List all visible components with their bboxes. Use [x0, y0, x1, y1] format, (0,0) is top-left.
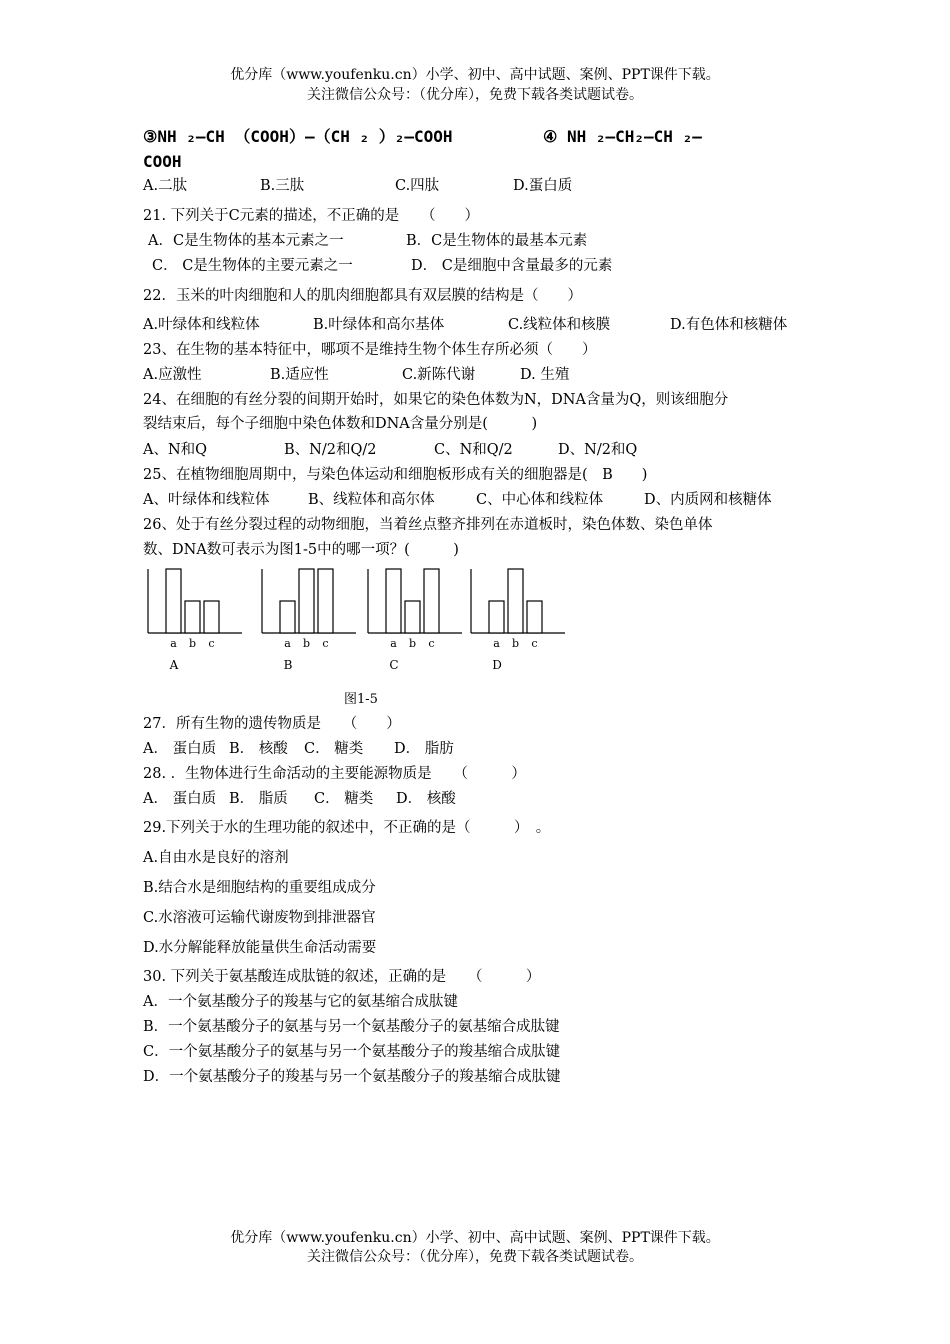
q22-option-b: B.叶绿体和高尔基体	[313, 317, 445, 333]
q29-option-d: D.水分解能释放能量供生命活动需要	[143, 940, 377, 956]
panel-d-tick-a: a	[493, 637, 500, 650]
q24-option-b: B、N/2和Q/2	[284, 442, 377, 458]
q22-option-c: C.线粒体和核膜	[508, 317, 611, 333]
q22-option-d: D.有色体和核糖体	[670, 317, 788, 333]
q25-option-a: A、叶绿体和线粒体	[143, 492, 270, 508]
q23-option-b: B.适应性	[270, 367, 329, 383]
panel-a-bar-c	[204, 601, 219, 633]
panel-a-label: A	[169, 658, 179, 672]
q23-option-c: C.新陈代谢	[402, 367, 476, 383]
q24-stem-2: 裂结束后，每个子细胞中染色体数和DNA含量分别是( )	[143, 416, 538, 432]
q28-stem: 28. ．生物体进行生命活动的主要能源物质是 （ ）	[143, 766, 526, 782]
q20-option-b: B.三肽	[260, 178, 305, 194]
q30-stem: 30. 下列关于氨基酸连成肽链的叙述，正确的是 （ ）	[143, 969, 541, 985]
q23-option-d: D. 生殖	[520, 367, 570, 383]
panel-a-bar-b	[185, 601, 200, 633]
q24-option-d: D、N/2和Q	[558, 442, 638, 458]
q27-option-c: C． 糖类	[304, 741, 364, 757]
panel-d-bar-b	[508, 569, 523, 633]
panel-d-tick-c: c	[531, 637, 538, 650]
q21-option-c: C． C是生物体的主要元素之一	[152, 258, 353, 274]
q29-stem: 29.下列关于水的生理功能的叙述中，不正确的是（ ） 。	[143, 820, 551, 836]
q30-option-a: A．一个氨基酸分子的羧基与它的氨基缩合成肽键	[143, 994, 458, 1010]
q29-option-c: C.水溶液可运输代谢废物到排泄器官	[143, 910, 376, 926]
panel-c-label: C	[389, 658, 399, 672]
q20-option-a: A.二肽	[143, 178, 188, 194]
q25-stem: 25、在植物细胞周期中，与染色体运动和细胞板形成有关的细胞器是( B )	[143, 467, 648, 483]
q25-option-c: C、中心体和线粒体	[476, 492, 604, 508]
panel-b-bar-a	[280, 601, 295, 633]
q25-option-d: D、内质网和核糖体	[644, 492, 772, 508]
panel-c-tick-b: b	[408, 637, 417, 650]
q26-stem-2: 数、DNA数可表示为图1-5中的哪一项？( )	[143, 542, 459, 558]
q20-formula-4-cont: COOH	[143, 152, 182, 171]
q24-option-c: C、N和Q/2	[434, 442, 513, 458]
q26-stem-1: 26、处于有丝分裂过程的动物细胞，当着丝点整齐排列在赤道板时，染色体数、染色单体	[143, 517, 713, 533]
q23-stem: 23、在生物的基本特征中，哪项不是维持生物个体生存所必须（ ）	[143, 342, 597, 358]
q27-options	[143, 739, 454, 759]
q28-option-b: B． 脂质	[229, 791, 288, 807]
panel-a-tick-b: b	[188, 637, 197, 650]
q27-option-d: D． 脂肪	[394, 741, 454, 757]
q24-stem-1: 24、在细胞的有丝分裂的间期开始时，如果它的染色体数为N，DNA含量为Q，则该细胞分	[143, 392, 729, 408]
panel-d-bar-c	[527, 601, 542, 633]
footer-line-1: 优分库（www.youfenku.cn）小学、初中、高中试题、案例、PPT课件下载。	[230, 1230, 720, 1246]
panel-b-bar-c	[318, 569, 333, 633]
q21-option-b: B．C是生物体的最基本元素	[406, 233, 588, 249]
q27-option-b: B． 核酸	[229, 741, 288, 757]
panel-a-tick-c: c	[208, 637, 215, 650]
q22-option-a: A.叶绿体和线粒体	[143, 317, 260, 333]
panel-c-tick-a: a	[390, 637, 397, 650]
panel-a-tick-a: a	[170, 637, 177, 650]
figure-caption: 图1-5	[344, 692, 378, 707]
footer-line-2: 关注微信公众号：（优分库），免费下载各类试题试卷。	[307, 1249, 643, 1265]
panel-b-tick-c: c	[322, 637, 329, 650]
panel-d-bar-a	[489, 601, 504, 633]
panel-d-label: D	[492, 658, 502, 672]
q20-formula-4: ④ NH ₂—CH₂—CH ₂—	[543, 127, 702, 146]
q28-option-d: D． 核酸	[396, 791, 456, 807]
panel-d-tick-b: b	[511, 637, 520, 650]
q20-formula-3: ③NH ₂—CH （COOH）—（CH ₂ ）₂—COOH	[143, 127, 453, 146]
q20-option-c: C.四肽	[395, 178, 440, 194]
q27-option-a: A． 蛋白质	[143, 741, 217, 757]
header-line-2: 关注微信公众号：（优分库），免费下载各类试题试卷。	[307, 87, 643, 103]
panel-b-label: B	[283, 658, 293, 672]
q29-option-a: A.自由水是良好的溶剂	[143, 850, 289, 866]
q30-option-c: C．一个氨基酸分子的氨基与另一个氨基酸分子的羧基缩合成肽键	[143, 1044, 561, 1060]
panel-c-bar-b	[405, 601, 420, 633]
panel-b-tick-b: b	[302, 637, 311, 650]
panel-c-tick-c: c	[428, 637, 435, 650]
q29-option-b: B.结合水是细胞结构的重要组成成分	[143, 880, 376, 896]
q21-option-d: D． C是细胞中含量最多的元素	[411, 258, 613, 274]
q30-option-d: D．一个氨基酸分子的羧基与另一个氨基酸分子的羧基缩合成肽键	[143, 1069, 561, 1085]
q28-options	[143, 789, 456, 809]
panel-a-bar-a	[166, 569, 181, 633]
q25-option-b: B、线粒体和高尔体	[308, 492, 435, 508]
panel-b-bar-b	[299, 569, 314, 633]
q24-option-a: A、N和Q	[143, 442, 208, 458]
panel-b-tick-a: a	[284, 637, 291, 650]
q28-option-c: C． 糖类	[314, 791, 374, 807]
q28-option-a: A． 蛋白质	[143, 791, 217, 807]
q30-option-b: B．一个氨基酸分子的氨基与另一个氨基酸分子的氨基缩合成肽键	[143, 1019, 560, 1035]
panel-c-bar-c	[424, 569, 439, 633]
q20-option-d: D.蛋白质	[513, 178, 573, 194]
header-line-1: 优分库（www.youfenku.cn）小学、初中、高中试题、案例、PPT课件下载。	[230, 67, 720, 83]
q21-stem: 21. 下列关于C元素的描述，不正确的是 （ ）	[143, 208, 480, 224]
q21-option-a: A．C是生物体的基本元素之一	[148, 233, 344, 249]
q27-stem: 27．所有生物的遗传物质是 （ ）	[143, 716, 401, 732]
q22-stem: 22．玉米的叶肉细胞和人的肌肉细胞都具有双层膜的结构是（ ）	[143, 288, 582, 304]
panel-c-bar-a	[386, 569, 401, 633]
q23-option-a: A.应激性	[143, 367, 202, 383]
